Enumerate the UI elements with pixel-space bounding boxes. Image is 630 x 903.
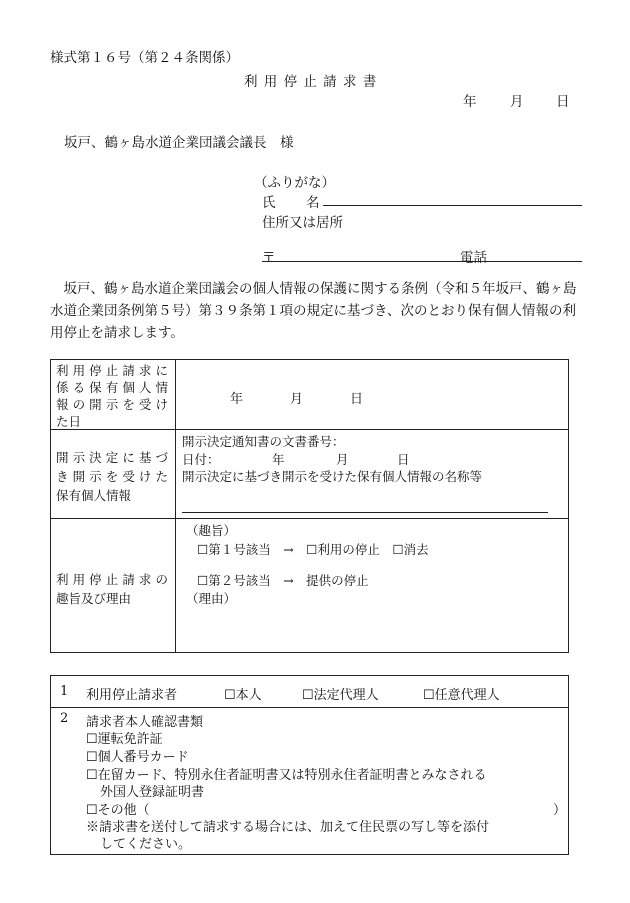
row3-label [56,570,168,608]
disclosed-info-field-line[interactable] [182,512,548,513]
date-day: 日 [556,94,570,110]
address-field-line[interactable] [262,261,582,262]
option-self-checkbox[interactable]: ☐本人 [224,688,262,703]
doc-residence-card-checkbox[interactable]: ☐在留カード、特別永住者証明書又は特別永住者証明書とみなされる [86,768,487,783]
row1-day: 日 [350,392,364,407]
notice-day: 日 [397,452,410,467]
date-year: 年 [463,94,477,110]
purpose-item2-checkbox[interactable]: ☐第２号該当 → 提供の停止 [197,573,369,588]
doc-residence-card-continued: 外国人登録証明書 [100,785,205,800]
date-month: 月 [510,94,524,110]
disclosed-info-label: 開示決定に基づき開示を受けた保有個人情報の名称等 [182,469,483,484]
page-title: 利 用 停 止 請 求 書 [244,74,378,90]
notice-month: 月 [336,452,349,467]
addressee: 坂戸、鶴ヶ島水道企業団議会議長 様 [64,135,294,151]
purpose-label: （趣旨） [186,523,237,538]
row3-label-line: 趣旨及び理由 [56,591,132,606]
row2-label-line: き開示を受けた [56,469,168,484]
option-legal-agent-checkbox[interactable]: ☐法定代理人 [302,688,379,703]
table-column-divider [175,359,176,653]
mailing-note-line2: してください。 [100,837,192,852]
purpose-item1-checkbox[interactable]: ☐第１号該当 → ☐利用の停止 ☐消去 [197,542,429,557]
doc-drivers-license-checkbox[interactable]: ☐運転免許証 [86,732,163,747]
table-row-divider-2 [50,518,569,519]
form-number: 様式第１６号（第２４条関係） [50,50,239,66]
postal-mark: 〒 [262,250,276,266]
row2-label-line: 開示決定に基づ [56,450,168,465]
row1-label-line: 利用停止請求に [56,363,168,378]
name-label-2: 名 [306,195,320,211]
notice-number-label: 開示決定通知書の文書番号： [182,434,345,449]
doc-mynumber-card-checkbox[interactable]: ☐個人番号カード [86,750,189,765]
row1-label [56,362,168,430]
item1-number: 1 [60,684,69,699]
row3-label-line: 利用停止請求の [56,572,168,587]
doc-other-checkbox[interactable]: ☐その他（ [86,803,150,818]
name-label-1: 氏 [262,195,276,211]
row1-year: 年 [230,392,244,407]
phone-label: 電話 [460,250,487,266]
requester-box-divider [50,707,569,708]
row1-label-line: 係る保有個人情 [56,380,168,395]
furigana-label: （ふりがな） [254,175,335,191]
request-body-text: 坂戸、鶴ヶ島水道企業団議会の個人情報の保護に関する条例（令和５年坂戸、鶴ヶ島水道企業団条例第５号）第３９条第１項の規定に基づき、次のとおり保有個人情報の利用停止を請求します。 [50,281,577,341]
item2-label: 請求者本人確認書類 [86,715,204,730]
notice-year: 年 [272,452,285,467]
reason-label: （理由） [186,591,237,606]
address-label: 住所又は居所 [262,215,343,231]
item2-number: 2 [60,711,69,726]
row2-label-line: 保有個人情報 [56,488,132,503]
doc-other-close-paren: ） [553,803,567,818]
name-field-line[interactable] [323,205,582,206]
mailing-note-line1: ※請求書を送付して請求する場合には、加えて住民票の写し等を添付 [86,820,490,835]
row1-label-line: た日 [56,414,82,429]
option-voluntary-agent-checkbox[interactable]: ☐任意代理人 [423,688,500,703]
row2-label [56,448,168,505]
notice-date-label: 日付： [182,452,220,467]
row1-label-line: 報の開示を受け [56,397,168,412]
item1-label: 利用停止請求者 [86,688,178,703]
row1-month: 月 [290,392,304,407]
